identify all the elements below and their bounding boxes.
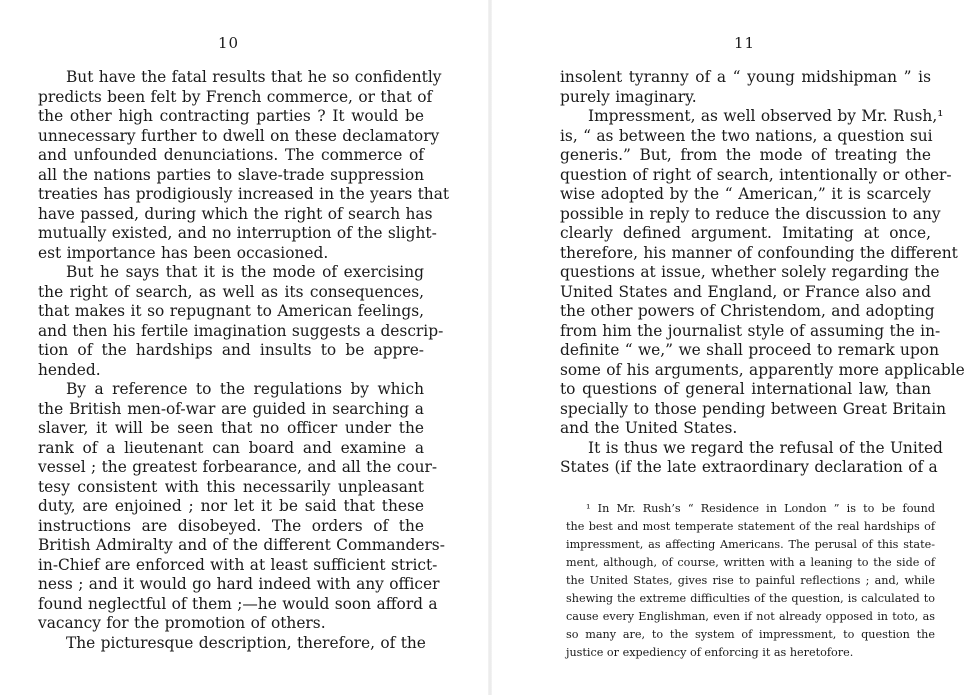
- text-line: rank of a lieutenant can board and examine a: [38, 438, 424, 457]
- text-line: found neglectful of them ;—he would soon afford a: [38, 594, 438, 613]
- body-text: [560, 68, 965, 478]
- footnote-line: impressment, as affecting Americans. The perusal of this state-: [566, 538, 935, 551]
- text-line: in-Chief are enforced with at least sufficient strict-: [38, 555, 438, 574]
- text-line: British Admiralty and of the different Commanders-: [38, 536, 445, 554]
- text-line: unnecessary further to dwell on these declamatory: [38, 126, 440, 145]
- footnote-line: shewing the extreme difficulties of the question, is calculated to: [566, 592, 935, 605]
- text-line: wise adopted by the “ American,” it is scarcely: [560, 185, 931, 203]
- text-line: vacancy for the promotion of others.: [38, 614, 326, 632]
- text-line: slaver, it will be seen that no officer under the: [38, 419, 424, 437]
- text-line: est importance has been occasioned.: [38, 243, 329, 262]
- text-line: instructions are disobeyed. The orders of the: [38, 516, 424, 535]
- text-line: The picturesque description, therefore, of the: [66, 633, 426, 652]
- text-line: is, “ as between the two nations, a question sui: [560, 126, 933, 145]
- text-line: and the United States.: [560, 419, 738, 437]
- footnote-line: ¹ In Mr. Rush’s “ Residence in London ” is to be found: [586, 502, 935, 515]
- text-line: hended.: [38, 360, 101, 379]
- text-line: But he says that it is the mode of exercising: [66, 263, 424, 281]
- text-line: tion of the hardships and insults to be appre-: [38, 341, 424, 359]
- text-line: insolent tyranny of a “ young midshipman ” is: [560, 68, 931, 86]
- page-number: 11: [734, 34, 756, 52]
- text-line: that makes it so repugnant to American feelings,: [38, 302, 424, 320]
- text-line: to questions of general international law, than: [560, 380, 931, 398]
- text-line: and then his fertile imagination suggests a descrip-: [38, 321, 444, 340]
- right-page: [490, 0, 980, 695]
- text-line: the other powers of Christendom, and adopting: [560, 302, 935, 320]
- footnote-line: the best and most temperate statement of the real hardships of: [566, 520, 935, 533]
- text-line: definite “ we,” we shall proceed to remark upon: [560, 341, 939, 359]
- text-line: from him the journalist style of assuming the in-: [560, 321, 941, 340]
- text-line: possible in reply to reduce the discussion to any: [560, 204, 941, 223]
- text-line: duty, are enjoined ; nor let it be said that these: [38, 497, 424, 515]
- text-line: vessel ; the greatest forbearance, and all the cour-: [38, 458, 438, 476]
- text-line: questions at issue, whether solely regarding the: [560, 263, 940, 281]
- text-line: clearly defined argument. Imitating at once,: [560, 224, 931, 242]
- text-line: tesy consistent with this necessarily unpleasant: [38, 477, 424, 496]
- text-line: all the nations parties to slave-trade suppression: [38, 165, 424, 184]
- text-line: Impressment, as well observed by Mr. Rush,¹: [588, 107, 944, 125]
- text-line: States (if the late extraordinary declaration of a: [560, 458, 938, 476]
- text-line: By a reference to the regulations by which: [66, 380, 424, 398]
- text-line: mutually existed, and no interruption of the slight-: [38, 224, 437, 242]
- text-line: United States and England, or France also and: [560, 282, 931, 301]
- text-line: and unfounded denunciations. The commerce of: [38, 146, 424, 164]
- footnote-line: justice or expediency of enforcing it as heretofore.: [566, 646, 854, 659]
- text-line: the other high contracting parties ? It would be: [38, 107, 424, 125]
- body-text: [38, 68, 450, 653]
- footnote-line: the United States, gives rise to painful reflections ; and, while: [566, 574, 935, 587]
- text-line: But have the fatal results that he so confidently: [66, 68, 442, 86]
- text-line: question of right of search, intentionally or other-: [560, 165, 952, 184]
- text-line: therefore, his manner of confounding the different: [560, 243, 958, 262]
- text-line: specially to those pending between Great Britain: [560, 399, 947, 418]
- text-line: treaties has prodigiously increased in the years that: [38, 185, 450, 203]
- page-number: 10: [218, 34, 240, 52]
- footnote-line: so many are, to the system of impressment, to question the: [566, 628, 935, 641]
- text-line: the right of search, as well as its consequences,: [38, 282, 424, 301]
- text-line: the British men-of-war are guided in searching a: [38, 399, 424, 418]
- text-line: purely imaginary.: [560, 87, 697, 106]
- text-line: generis.” But, from the mode of treating the: [560, 146, 931, 164]
- text-line: have passed, during which the right of search has: [38, 204, 433, 223]
- footnote-line: cause every Englishman, even if not already opposed in toto, as: [566, 610, 935, 623]
- text-line: some of his arguments, apparently more applicable: [560, 360, 965, 379]
- footnote-line: ment, although, of course, written with a leaning to the side of: [566, 556, 935, 569]
- text-line: ness ; and it would go hard indeed with any officer: [38, 575, 440, 593]
- text-line: predicts been felt by French commerce, or that of: [38, 87, 433, 106]
- text-line: It is thus we regard the refusal of the United: [588, 438, 943, 457]
- footnote: [566, 500, 935, 662]
